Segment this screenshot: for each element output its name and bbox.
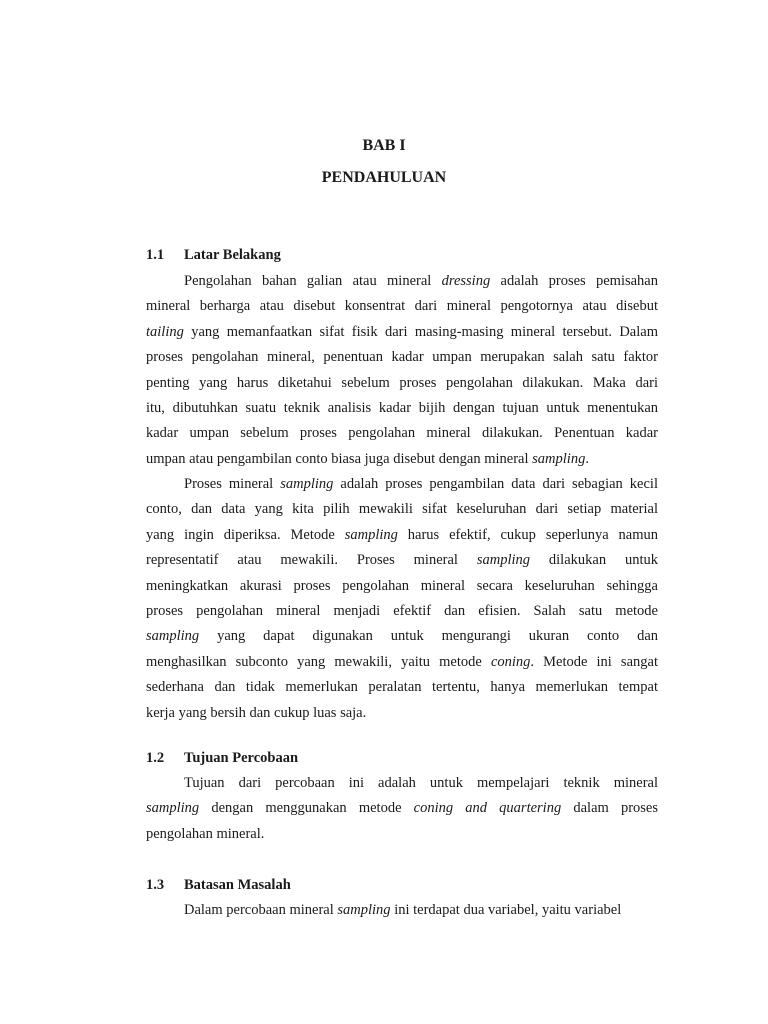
paragraph-line (146, 396, 658, 421)
text-run: harus efektif, cukup seperlunya namun (397, 526, 658, 543)
text-run: yang memanfaatkan sifat fisik dari masing-masing mineral tersebut. Dalam (183, 323, 658, 340)
text-run: dengan menggunakan metode (199, 800, 414, 817)
italic-term: sampling (344, 526, 398, 543)
text-run: meningkatkan akurasi proses pengolahan mineral secara keseluruhan sehingga (146, 577, 658, 594)
paragraph-line (146, 548, 658, 573)
section-heading-latar-belakang (146, 247, 281, 264)
paragraph-line (146, 574, 658, 599)
chapter-title: PENDAHULUAN (321, 169, 447, 186)
italic-term: coning and quartering (413, 800, 562, 817)
paragraph-line (146, 771, 658, 796)
text-run: proses pengolahan mineral menjadi efektif dan efisien. Salah satu metode (146, 602, 658, 619)
text-run: Proses mineral (184, 476, 281, 492)
text-run: mineral berharga atau disebut konsentrat dari mineral pengotornya atau disebut (146, 298, 658, 315)
paragraph-line (146, 497, 658, 522)
paragraph (146, 898, 658, 923)
paragraph-line (146, 523, 658, 548)
text-run: umpan atau pengambilan conto biasa juga disebut dengan mineral (146, 450, 533, 467)
paragraph-line (146, 701, 658, 726)
paragraph-line (146, 599, 658, 624)
italic-term: sampling (280, 476, 334, 492)
section-title: Tujuan Percobaan (184, 750, 299, 766)
text-run: kerja yang bersih dan cukup luas saja. (146, 704, 367, 721)
italic-term: dressing (441, 273, 491, 289)
paragraph-line (146, 447, 658, 472)
paragraph (146, 771, 658, 847)
text-run: sederhana dan tidak memerlukan peralatan tertentu, hanya memerlukan tempat (146, 679, 658, 696)
paragraph-line (146, 796, 658, 821)
paragraph-line (146, 675, 658, 700)
paragraph-line (146, 345, 658, 370)
text-run: dalam proses (561, 800, 658, 817)
text-run: adalah proses pengambilan data dari sebagian kecil (333, 476, 658, 492)
paragraph (146, 269, 658, 472)
paragraph-line (146, 472, 658, 497)
paragraph-line (146, 269, 658, 294)
text-run: Pengolahan bahan galian atau mineral (184, 273, 442, 289)
paragraph-line (146, 371, 658, 396)
text-run: Dalam percobaan mineral (184, 902, 338, 918)
section-number: 1.1 (146, 247, 165, 263)
text-run: ini terdapat dua variabel, yaitu variabel (390, 902, 622, 918)
italic-term: sampling (337, 902, 391, 918)
text-run: . Metode ini sangat (530, 653, 658, 670)
italic-term: sampling (532, 450, 586, 467)
paragraph (146, 472, 658, 726)
text-run: yang dapat digunakan untuk mengurangi ukuran conto dan (199, 628, 658, 645)
section-heading-batasan-masalah (146, 877, 291, 894)
paragraph-line (146, 624, 658, 649)
chapter-number: BAB I (362, 137, 406, 154)
italic-term: sampling (476, 552, 530, 569)
paragraph-line (146, 650, 658, 675)
text-run: representatif atau mewakili. Proses mineral (146, 552, 477, 569)
text-run: yang ingin diperiksa. Metode (146, 526, 345, 543)
paragraph-line (146, 898, 658, 923)
text-run: proses pengolahan mineral, penentuan kadar umpan merupakan salah satu faktor (146, 349, 658, 366)
section-number: 1.2 (146, 750, 165, 766)
text-run: Tujuan dari percobaan ini adalah untuk mempelajari teknik mineral (184, 775, 658, 791)
paragraph-line (146, 421, 658, 446)
section-title: Latar Belakang (184, 247, 281, 263)
text-run: kadar umpan sebelum proses pengolahan mineral dilakukan. Penentuan kadar (146, 425, 658, 442)
italic-term: coning (490, 653, 531, 670)
italic-term: tailing (146, 323, 184, 340)
text-run: pengolahan mineral. (146, 825, 265, 842)
italic-term: sampling (146, 628, 200, 645)
text-run: penting yang harus diketahui sebelum proses pengolahan dilakukan. Maka dari (146, 374, 658, 391)
section-title: Batasan Masalah (184, 877, 291, 893)
text-run: conto, dan data yang kita pilih mewakili sifat keseluruhan dari setiap material (146, 501, 658, 518)
section-number: 1.3 (146, 877, 165, 893)
paragraph-line (146, 320, 658, 345)
text-run: menghasilkan subconto yang mewakili, yaitu metode (146, 653, 491, 670)
text-run: dilakukan untuk (530, 552, 658, 569)
italic-term: sampling (146, 800, 200, 817)
text-run: itu, dibutuhkan suatu teknik analisis kadar bijih dengan tujuan untuk menentukan (146, 399, 658, 416)
paragraph-line (146, 294, 658, 319)
paragraph-line (146, 822, 658, 847)
text-run: . (585, 450, 589, 467)
section-heading-tujuan-percobaan (146, 750, 298, 767)
text-run: adalah proses pemisahan (490, 273, 658, 289)
